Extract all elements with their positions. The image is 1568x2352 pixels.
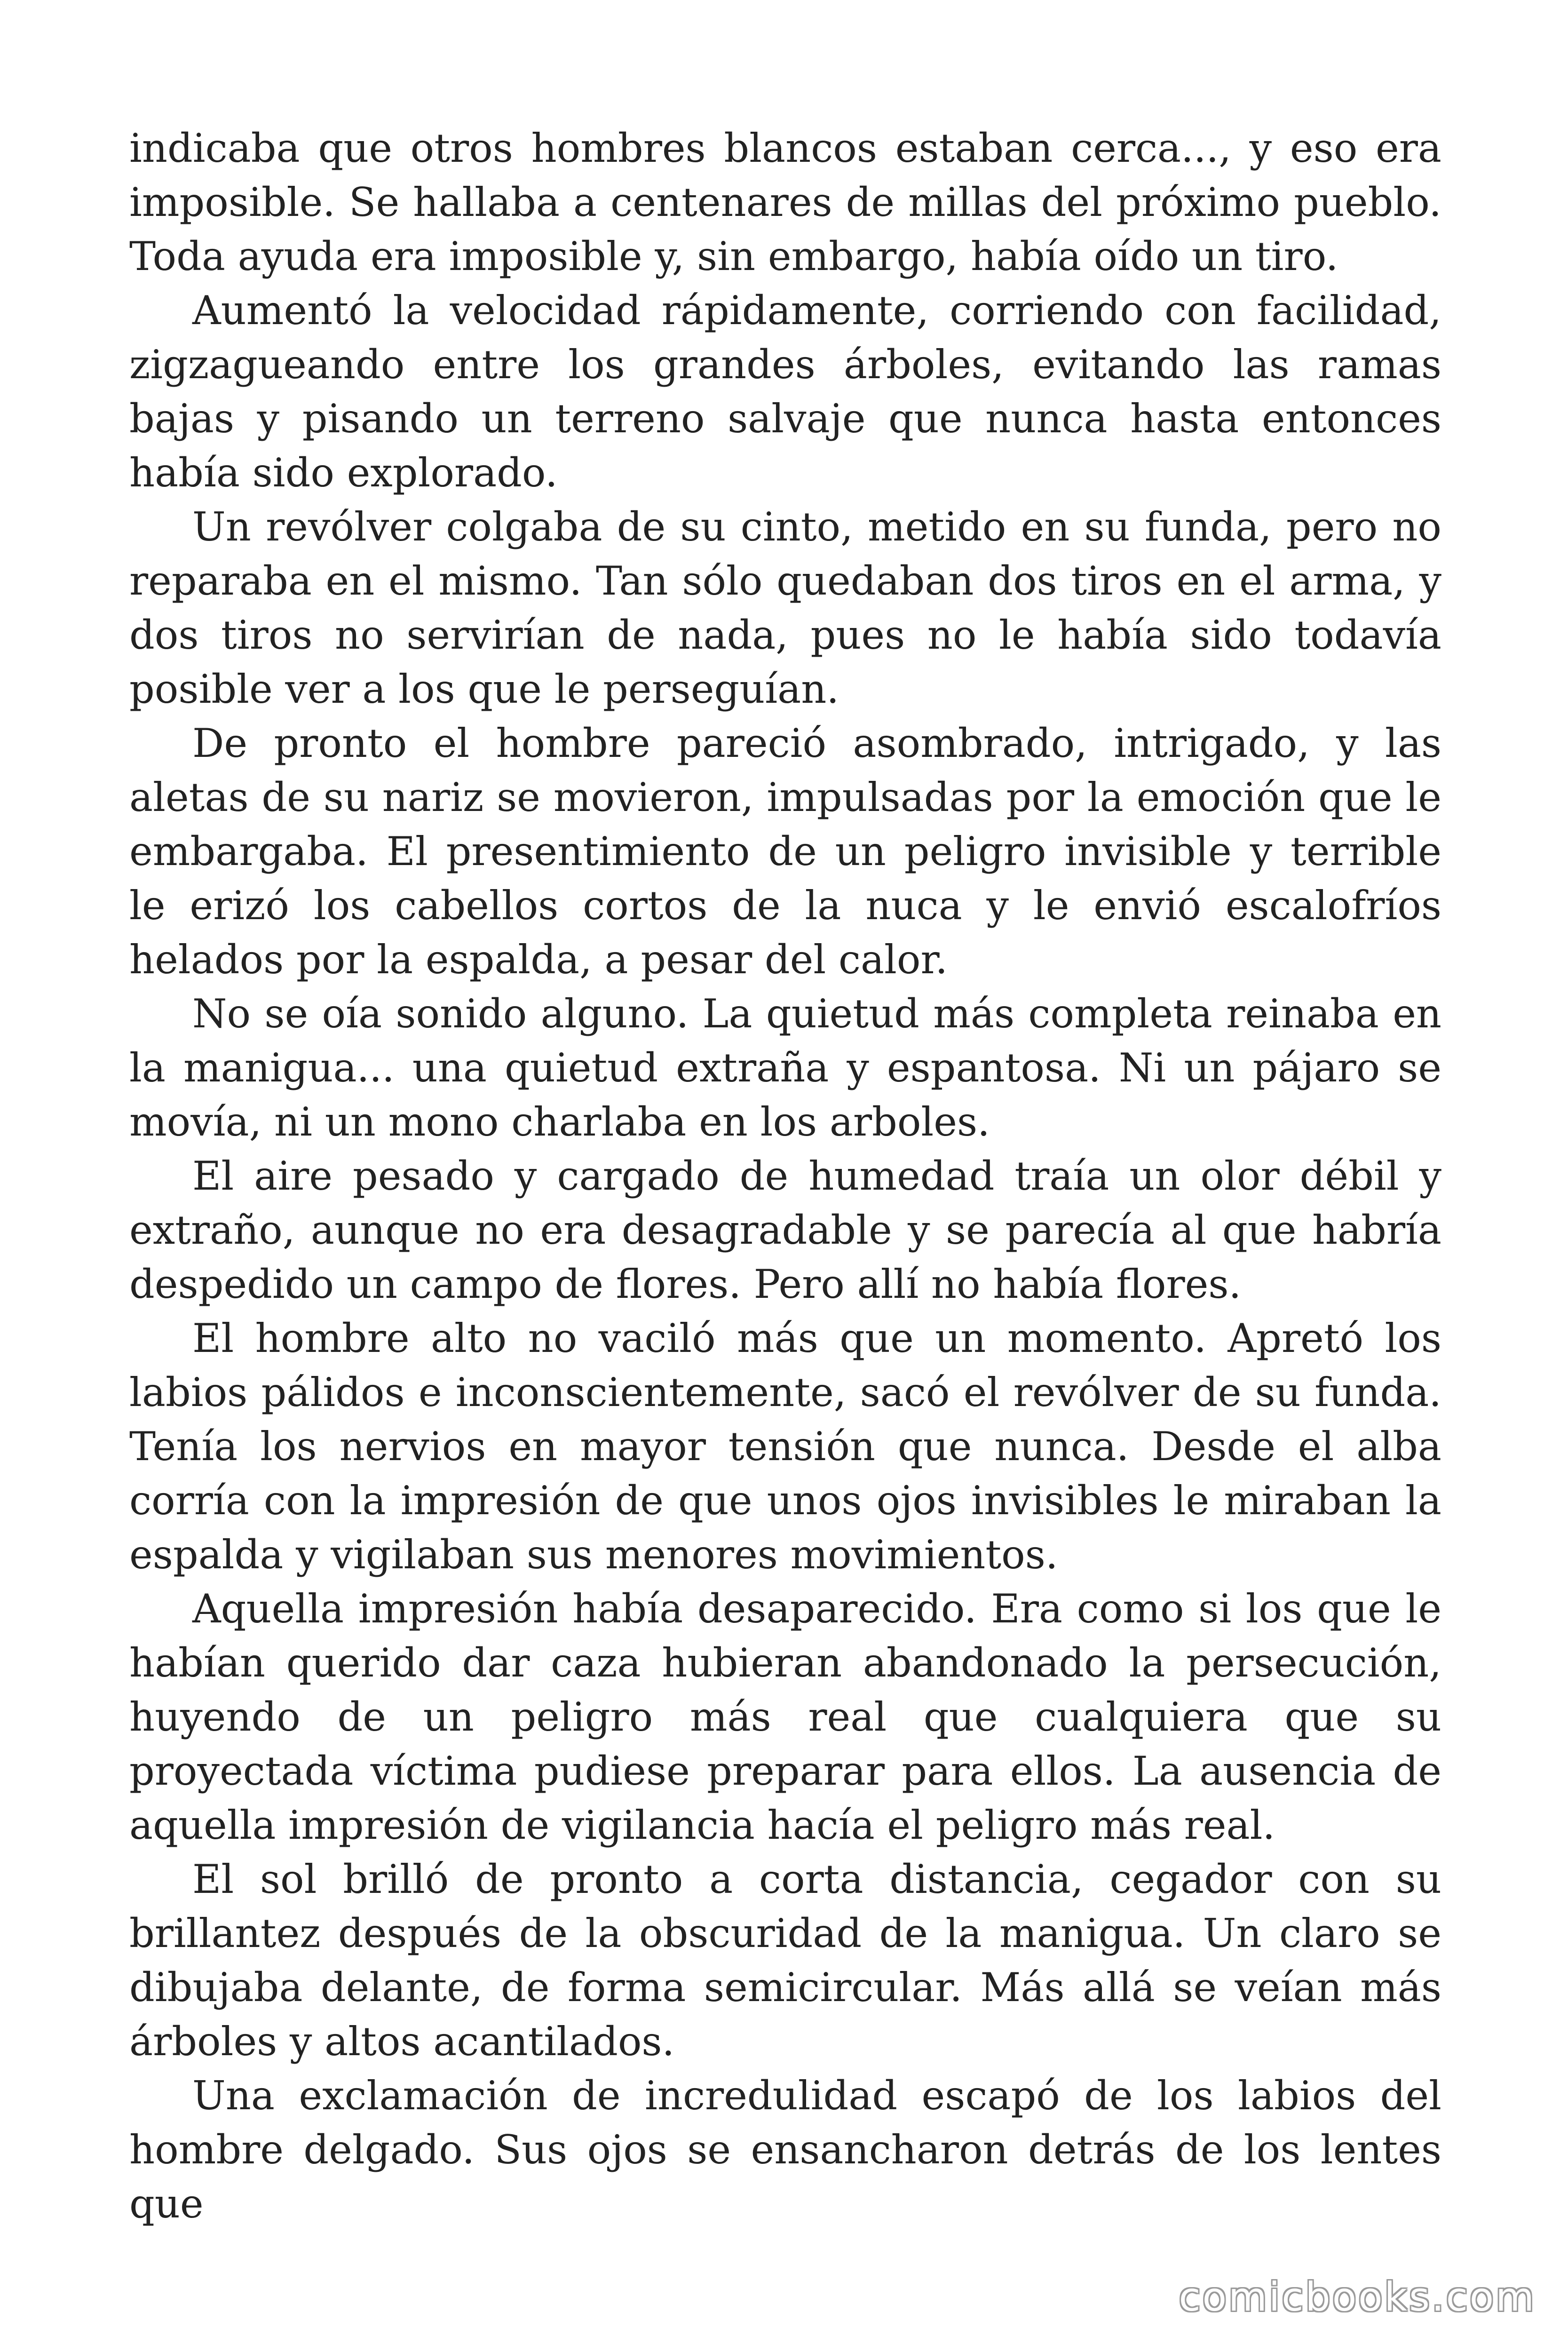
paragraph: No se oía sonido alguno. La quietud más completa reinaba en la manigua... una quietud extraña y espantosa. Ni un pájaro se movía, ni un mono charlaba en los arboles. [129,991,1441,1145]
paragraph: Aumentó la velocidad rápidamente, corriendo con facilidad, zigzagueando entre los grandes árboles, evitando las ramas bajas y pisando un terreno salvaje que nunca hasta entonces había sido explorado. [129,287,1441,496]
paragraph: Aquella impresión había desaparecido. Era como si los que le habían querido dar caza hubieran abandonado la persecución, huyendo de un peligro más real que cualquiera que su proyectada víctima pudiese preparar para ellos. La ausencia de aquella impresión de vigilancia hacía el peligro más real. [129,1586,1441,1848]
body-text [129,121,1441,2231]
watermark: comicbooks.com [1179,2274,1536,2320]
paragraph: El sol brilló de pronto a corta distancia, cegador con su brillantez después de la obscuridad de la manigua. Un claro se dibujaba delante, de forma semicircular. Más allá se veían más árboles y altos acantilados. [129,1856,1441,2065]
paragraph: De pronto el hombre pareció asombrado, intrigado, y las aletas de su nariz se movieron, impulsadas por la emoción que le embargaba. El presentimiento de un peligro invisible y terrible le erizó los cabellos cortos de la nuca y le envió escalofríos helados por la espalda, a pesar del calor. [129,720,1441,983]
paragraph: El aire pesado y cargado de humedad traía un olor débil y extraño, aunque no era desagradable y se parecía al que habría despedido un campo de flores. Pero allí no había flores. [129,1153,1441,1307]
paragraph: El hombre alto no vaciló más que un momento. Apretó los labios pálidos e inconscientemente, sacó el revólver de su funda. Tenía los nervios en mayor tensión que nunca. Desde el alba corría con la impresión de que unos ojos invisibles le miraban la espalda y vigilaban sus menores movimientos. [129,1315,1441,1578]
paragraph: Un revólver colgaba de su cinto, metido en su funda, pero no reparaba en el mismo. Tan sólo quedaban dos tiros en el arma, y dos tiros no servirían de nada, pues no le había sido todavía posible ver a los que le perseguían. [129,504,1441,712]
paragraph: Una exclamación de incredulidad escapó de los labios del hombre delgado. Sus ojos se ensancharon detrás de los lentes que [129,2073,1441,2227]
paragraph: indicaba que otros hombres blancos estaban cerca..., y eso era imposible. Se hallaba a centenares de millas del próximo pueblo. Toda ayuda era imposible y, sin embargo, había oído un tiro. [129,125,1441,279]
